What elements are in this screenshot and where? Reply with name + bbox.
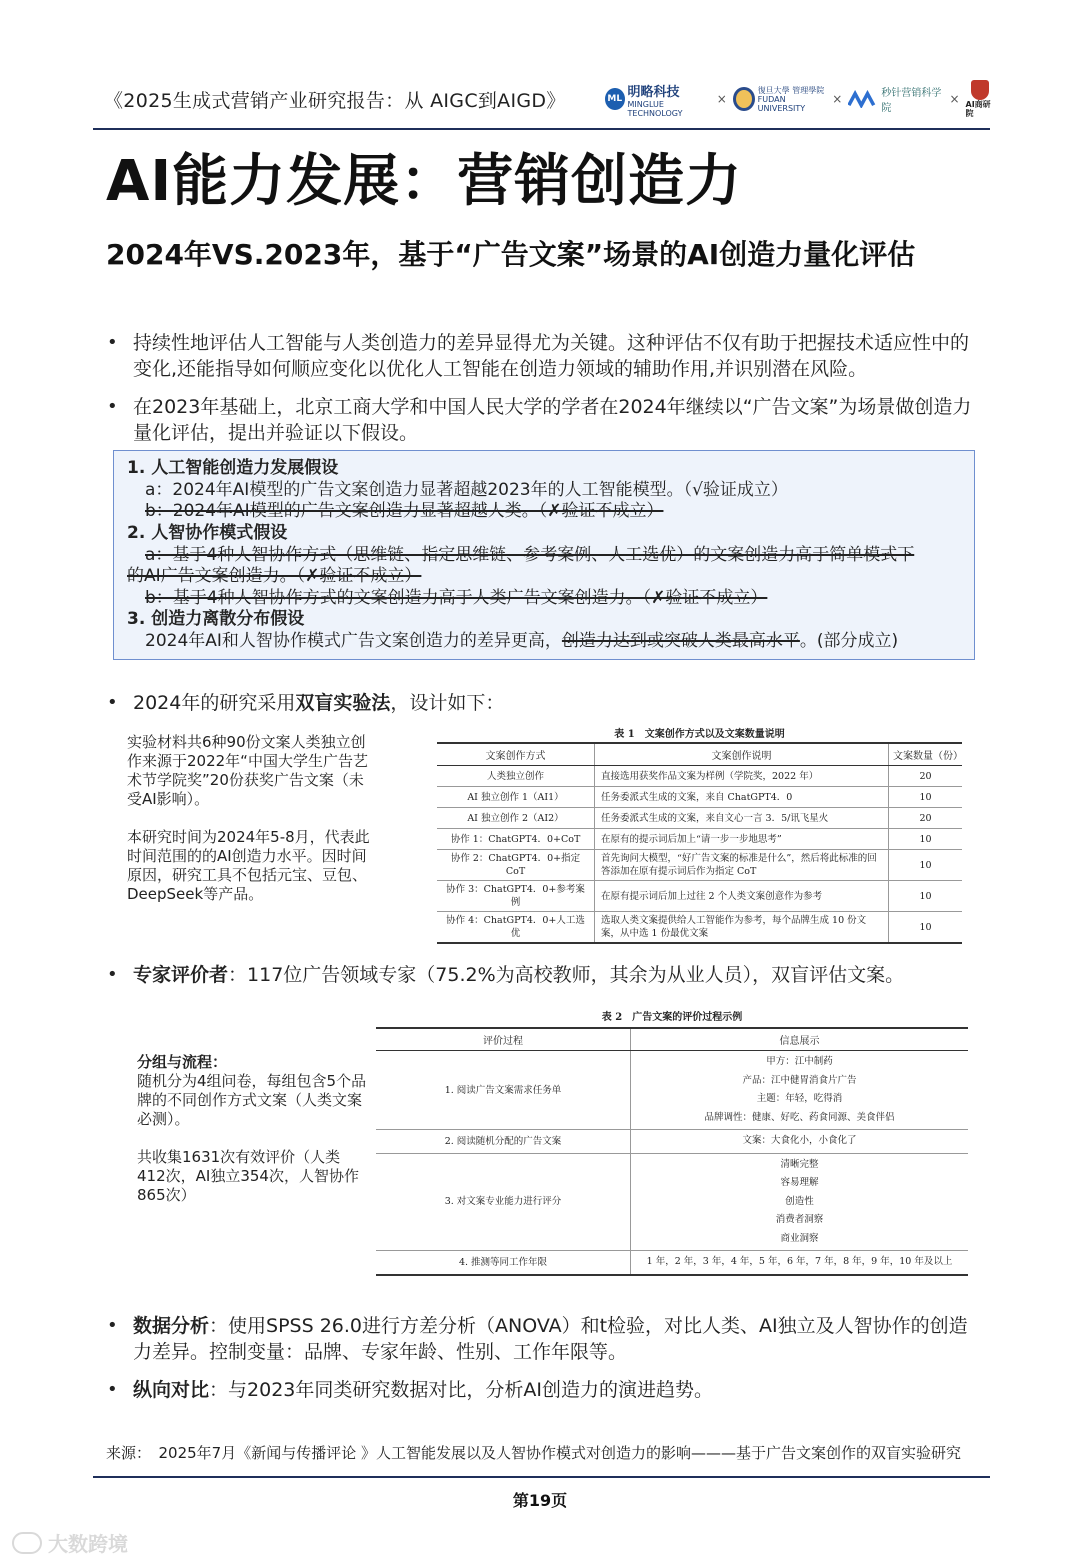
table1-cell: 20	[889, 808, 963, 829]
hypotheses-box	[113, 450, 975, 660]
table1-cell: 10	[889, 787, 963, 808]
hypothesis-2a-line1: a：基于4种人智协作方式（思维链、指定思维链、参考案例、人工选优）的文案创造力高于简单模式下	[145, 545, 915, 565]
header-divider	[93, 128, 990, 130]
page-subtitle: 2024年VS.2023年，基于“广告文案”场景的AI创造力量化评估	[106, 238, 916, 271]
bullet-text: 持续性地评估人工智能与人类创造力的差异显得尤为关键。这种评估不仅有助于把握技术适应性中的变化,还能指导如何顺应变化以优化人工智能在创造力领域的辅助作用,并识别潜在风险。	[133, 332, 970, 380]
table2-row	[376, 1251, 968, 1275]
bullet-text: ：使用SPSS 26.0进行方差分析（ANOVA）和t检验，对比人类、AI独立及人智协作的创造力差异。控制变量：品牌、专家年龄、性别、工作年限等。	[133, 1315, 968, 1363]
table2-row	[376, 1153, 968, 1251]
table1-cell: 任务委派式生成的文案，来自文心一言 3．5/讯飞星火	[595, 808, 889, 829]
table1-cell: 在原有的提示词后加上“请一步一步地思考”	[595, 829, 889, 850]
bullet-dot: •	[107, 396, 118, 417]
bullet-experiment-method	[107, 690, 833, 716]
bullet-dot: •	[107, 1315, 118, 1336]
table1-cell: 10	[889, 850, 963, 881]
table2-info-line: 创造性	[785, 1195, 814, 1207]
fudan-logo	[733, 86, 826, 113]
bullet-text: 在2023年基础上，北京工商大学和中国人民大学的学者在2024年继续以“广告文案”为场景做创造力量化评估，提出并验证以下假设。	[133, 396, 972, 444]
report-title: 《2025生成式营销产业研究报告：从 AIGC到AIGD》	[104, 90, 566, 112]
table1-cell: 10	[889, 829, 963, 850]
table2-caption: 表 2 广告文案的评价过程示例	[601, 1012, 743, 1023]
table2-info-line: 主题：年轻，吃得消	[756, 1093, 843, 1104]
times-separator: ×	[949, 92, 960, 106]
grouping-text: 随机分为4组问卷，每组包含5个品牌的不同创作方式文案（人类文案必测）。	[137, 1072, 367, 1128]
hypothesis-2b: b：基于4种人智协作方式的文案创造力高于人类广告文案创造力。（✗验证不成立）	[145, 588, 768, 608]
table2-step-cell: 3. 对文案专业能力进行评分	[376, 1153, 631, 1251]
ai-institute-shield-icon	[971, 80, 989, 100]
table2	[376, 1027, 968, 1276]
hypothesis-1b: b：2024年AI模型的广告文案创造力显著超越人类。（✗验证不成立）	[145, 501, 664, 521]
table1-row	[437, 850, 962, 881]
table1-header-cell: 文案创作方式	[437, 743, 595, 766]
miaozhen-wave-icon	[848, 90, 878, 108]
table2-info-line: 消费者洞察	[775, 1214, 824, 1225]
table2-info-line: 1 年，2 年，3 年，4 年，5 年，6 年，7 年，8 年，9 年，10 年及以上	[646, 1256, 953, 1267]
bullet-expert-evaluators	[107, 962, 983, 988]
table2-step-cell: 2. 阅读随机分配的广告文案	[376, 1130, 631, 1154]
table1-row	[437, 808, 962, 829]
table2-info-cell	[631, 1130, 968, 1154]
table1-cell: 20	[889, 766, 963, 787]
table1-cell: 选取人类文案提供给人工智能作为参考，每个品牌生成 10 份文案，从中选 1 份最优文案	[595, 912, 889, 944]
table1-cell: 10	[889, 912, 963, 944]
table1-cell: 协作 3：ChatGPT4．0+参考案例	[437, 881, 595, 912]
bullet-dot: •	[107, 332, 118, 353]
table2-header-cell: 信息展示	[631, 1028, 968, 1051]
hypothesis-3-text-a: 2024年AI和人智协作模式广告文案创造力的差异更高，	[145, 631, 562, 651]
table2-info-cell	[631, 1051, 968, 1130]
table1-cell: 任务委派式生成的文案，来自 ChatGPT4．0	[595, 787, 889, 808]
table2-info-cell	[631, 1251, 968, 1275]
times-separator: ×	[832, 92, 843, 106]
table1-row	[437, 829, 962, 850]
grouping-description	[137, 1053, 367, 1205]
watermark-logo-icon	[12, 1532, 42, 1554]
design-description	[127, 733, 377, 904]
bullet-longitudinal	[107, 1377, 983, 1403]
page-title: AI能力发展：营销创造力	[106, 149, 743, 214]
design-materials-text: 实验材料共6种90份文案人类独立创作来源于2022年“中国大学生广告艺术节学院奖”20份获奖广告文案（未受AI影响）。	[127, 733, 368, 808]
bullet-data-analysis	[107, 1313, 983, 1365]
table1-row	[437, 766, 962, 787]
bullet-text: ，设计如下：	[390, 692, 505, 714]
table1-cell: AI 独立创作 2（AI2）	[437, 808, 595, 829]
bullet-text: ：与2023年同类研究数据对比，分析AI创造力的演进趋势。	[209, 1379, 713, 1401]
bullet-bold-text: 纵向对比	[133, 1379, 210, 1401]
table1-cell: 协作 1：ChatGPT4．0+CoT	[437, 829, 595, 850]
page-number: 第19页	[512, 1491, 568, 1510]
table1-cell: 人类独立创作	[437, 766, 595, 787]
hypothesis-2a-line2: 的AI广告文案创造力。（✗验证不成立）	[127, 566, 422, 586]
times-separator: ×	[716, 92, 727, 106]
hypothesis-3-text-struck: 创造力达到或突破人类最高水平	[561, 631, 800, 651]
bullet-bold-text: 双盲实验法	[295, 692, 391, 714]
minglue-logo-text: 明略科技	[627, 84, 680, 100]
design-timeframe-text: 本研究时间为2024年5-8月，代表此时间范围的的AI创造力水平。因时间原因，研究工具不包括元宝、豆包、DeepSeek等产品。	[127, 828, 370, 903]
table2-row	[376, 1130, 968, 1154]
hypothesis-3-title: 3. 创造力离散分布假设	[127, 609, 305, 629]
watermark-text: 大数跨境	[48, 1532, 128, 1556]
watermark	[12, 1528, 128, 1557]
bullet-dot: •	[107, 692, 118, 713]
table2-info-line: 容易理解	[780, 1177, 819, 1188]
table2-info-line: 商业洞察	[780, 1232, 819, 1244]
miaozhen-logo-text: 秒针营销科学院	[881, 88, 942, 114]
hypothesis-1a: a：2024年AI模型的广告文案创造力显著超越2023年的人工智能模型。（√验证成立）	[145, 480, 788, 500]
bullet-bold-text: 数据分析	[133, 1315, 210, 1337]
minglue-logo-sub: MINGLUE TECHNOLOGY	[627, 99, 683, 118]
minglue-logo-icon: ML	[605, 88, 625, 110]
bullet-hypotheses-intro	[107, 394, 983, 446]
table2-info-line: 品牌调性：健康、好吃、药食同源、美食伴侣	[704, 1111, 895, 1123]
table1-cell: 首先询问大模型，“好广告文案的标准是什么”，然后将此标准的回答添加在原有提示词后作为指定 CoT	[595, 850, 889, 881]
partner-logos	[605, 84, 995, 118]
table1-header-cell: 文案数量（份）	[889, 743, 963, 766]
table1-row	[437, 787, 962, 808]
hypothesis-3-text	[145, 630, 898, 652]
table1-row	[437, 881, 962, 912]
table1-cell: 协作 4：ChatGPT4．0+人工选优	[437, 912, 595, 944]
ai-institute-logo	[966, 80, 996, 118]
ai-institute-logo-text: AI商研院	[965, 100, 991, 118]
source-citation: 来源： 2025年7月《新闻与传播评论 》人工智能发展以及人智协作模式对创造力的影响———基于广告文案创作的双盲实验研究	[106, 1444, 961, 1462]
table1-cell: 协作 2：ChatGPT4．0+指定 CoT	[437, 850, 595, 881]
fudan-logo-sub: FUDAN UNIVERSITY	[757, 94, 806, 113]
miaozhen-logo	[848, 84, 943, 114]
minglue-logo	[605, 81, 711, 118]
fudan-logo-text: 復旦大學 管理學院	[757, 85, 825, 95]
hypothesis-1-title: 1. 人工智能创造力发展假设	[127, 458, 339, 478]
grouping-title: 分组与流程：	[137, 1053, 228, 1071]
table1-row	[437, 912, 962, 944]
grouping-count-text: 共收集1631次有效评价（人类412次，AI独立354次，人智协作865次）	[137, 1148, 359, 1204]
table2-info-line: 产品：江中健胃消食片广告	[742, 1074, 857, 1086]
bullet-text: 2024年的研究采用	[133, 692, 296, 714]
bullet-dot: •	[107, 1379, 118, 1400]
table1-caption: 表 1 文案创作方式以及文案数量说明	[614, 729, 785, 740]
table1-cell: 在原有提示词后加上过往 2 个人类文案创意作为参考	[595, 881, 889, 912]
bullet-bold-text: 专家评价者	[133, 964, 229, 986]
table2-info-line: 文案：大食化小，小食化了	[742, 1135, 857, 1146]
bullet-evaluation-importance	[107, 330, 983, 382]
table2-row	[376, 1051, 968, 1130]
table1-cell: AI 独立创作 1（AI1）	[437, 787, 595, 808]
table2-info-line: 甲方：江中制药	[766, 1056, 833, 1067]
bullet-text: ：117位广告领域专家（75.2%为高校教师，其余为从业人员），双盲评估文案。	[228, 964, 905, 986]
table2-step-cell: 4. 推测等同工作年限	[376, 1251, 631, 1275]
hypothesis-2-title: 2. 人智协作模式假设	[127, 523, 288, 543]
table2-header-cell: 评价过程	[376, 1028, 631, 1051]
table1-cell: 10	[889, 881, 963, 912]
table1	[437, 742, 962, 944]
table1-cell: 直接选用获奖作品文案为样例（学院奖，2022 年）	[595, 766, 889, 787]
table2-info-line: 清晰完整	[780, 1158, 819, 1170]
bullet-dot: •	[107, 964, 118, 985]
fudan-seal-icon	[733, 87, 755, 111]
footer-divider	[93, 1476, 990, 1478]
table2-step-cell: 1. 阅读广告文案需求任务单	[376, 1051, 631, 1130]
table2-info-cell	[631, 1153, 968, 1251]
hypothesis-3-text-b: 。(部分成立)	[799, 631, 899, 651]
table1-header-cell: 文案创作说明	[595, 743, 889, 766]
